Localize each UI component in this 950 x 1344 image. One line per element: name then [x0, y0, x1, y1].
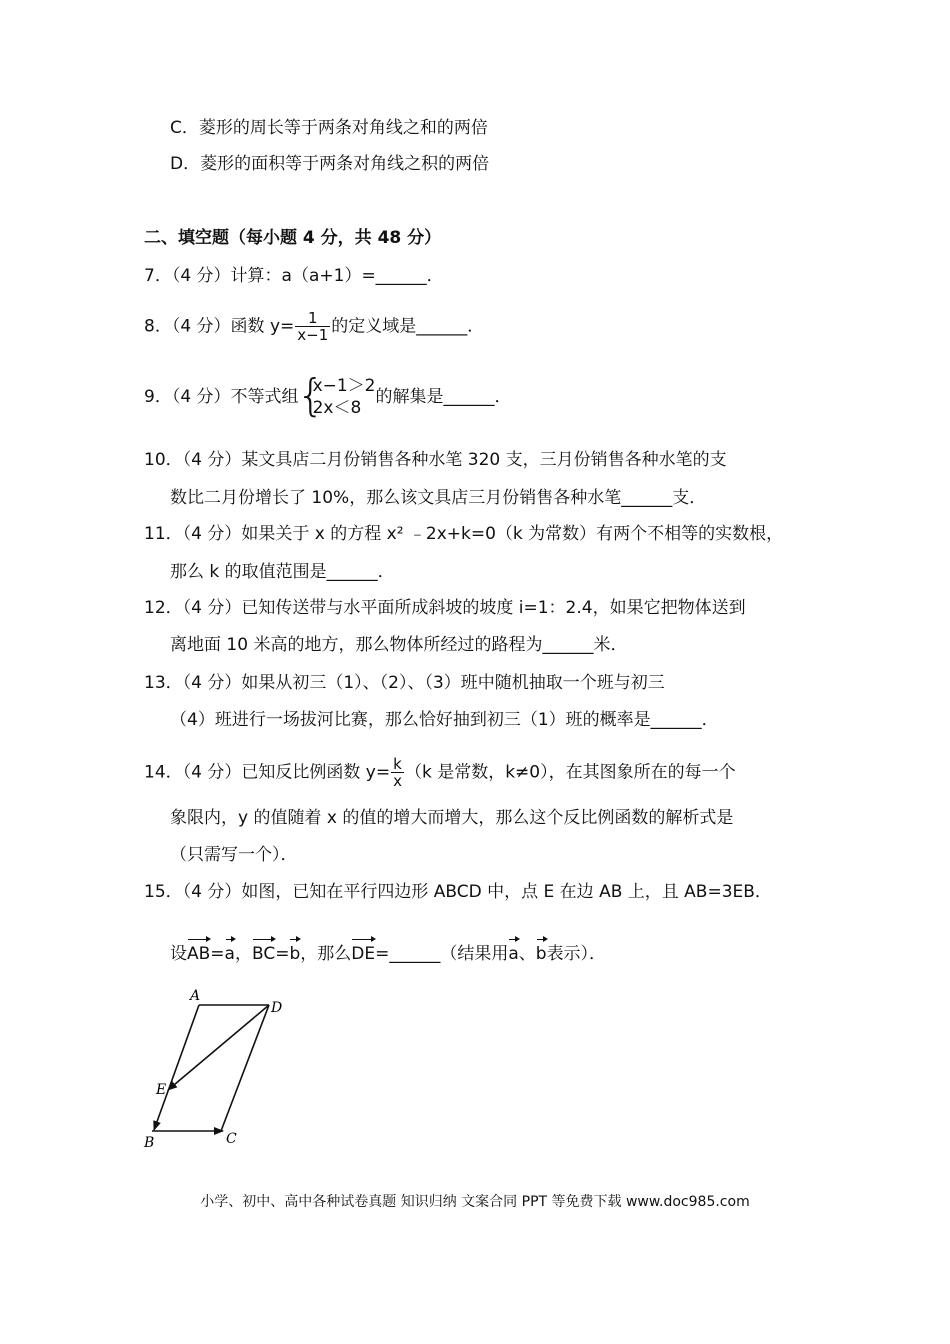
question-15-line-1: [144, 880, 772, 904]
fraction-denominator: x: [393, 772, 402, 790]
question-number: 14．: [144, 762, 183, 783]
question-number: 9．: [144, 387, 172, 407]
question-text-post: （k 是常数，k≠0），在其图象所在的每一个: [404, 762, 736, 783]
question-text: （4 分）如图，已知在平行四边形 ABCD 中，点 E 在边 AB 上，且 AB=3EB．: [182, 882, 772, 902]
question-14-line-2: 象限内，y 的值随着 x 的值的增大而增大，那么这个反比例函数的解析式是: [170, 808, 734, 828]
text: 设: [170, 944, 187, 964]
question-text-post: 的解集是______．: [375, 387, 512, 407]
vector-a: a: [508, 944, 519, 964]
label-c: C: [226, 1131, 237, 1147]
edge-ab: [154, 1005, 199, 1130]
question-14-line-1: [144, 756, 736, 789]
parallelogram-figure: [138, 982, 298, 1152]
question-text-pre: （4 分）不等式组: [171, 387, 299, 407]
question-text: （4 分）已知传送带与水平面所成斜坡的坡度 i=1：2.4，如果它把物体送到: [182, 598, 746, 618]
question-12-line-1: [144, 596, 746, 620]
question-text: （4 分）如果关于 x 的方程 x² ﹣2x+k=0（k 为常数）有两个不相等的实数根，: [182, 524, 784, 544]
label-d: D: [271, 1000, 283, 1016]
inequality-1: x−1＞2: [312, 376, 376, 396]
question-13-line-1: [144, 671, 665, 695]
question-15-line-2: [170, 942, 606, 966]
question-text: （4 分）计算：a（a+1）=______．: [171, 266, 444, 286]
fraction-numerator: 1: [295, 310, 330, 327]
text: 表示）．: [546, 944, 607, 964]
question-7: [144, 264, 444, 288]
fraction-denominator: x−1: [297, 326, 329, 344]
question-text-pre: （4 分）已知反比例函数 y=: [182, 762, 391, 783]
label-e: E: [156, 1082, 167, 1098]
question-number: 8．: [144, 316, 172, 337]
option-c: C．菱形的周长等于两条对角线之和的两倍: [170, 118, 488, 138]
page-footer: 小学、初中、高中各种试卷真题 知识归纳 文案合同 PPT 等免费下载 www.doc985.com: [200, 1194, 750, 1210]
inequality-2: 2x＜8: [312, 398, 362, 418]
edge-dc: [221, 1005, 269, 1131]
label-b: B: [144, 1135, 155, 1151]
label-a: A: [190, 988, 201, 1004]
text: ，那么: [300, 944, 352, 964]
fraction-numerator: k: [391, 756, 404, 773]
text: =: [275, 944, 290, 964]
inequality-system: [296, 370, 376, 421]
brace-symbol: {: [296, 370, 325, 421]
vector-b: b: [535, 944, 547, 964]
question-number: 7．: [144, 266, 172, 286]
question-12-line-2: 离地面 10 米高的地方，那么物体所经过的路程为______米．: [170, 635, 628, 655]
question-13-line-2: （4）班进行一场拔河比赛，那么恰好抽到初三（1）班的概率是______．: [170, 710, 719, 730]
section-title: 二、填空题（每小题 4 分，共 48 分）: [144, 228, 442, 248]
option-d: D．菱形的面积等于两条对角线之积的两倍: [170, 154, 490, 174]
vector-ab: AB: [187, 944, 211, 964]
question-number: 11．: [144, 524, 183, 544]
answer-blank: =______（结果用: [375, 944, 509, 964]
question-text-post: 的定义域是______．: [331, 316, 485, 337]
text: =: [210, 944, 225, 964]
question-number: 15．: [144, 882, 183, 902]
question-text: （4 分）某文具店二月份销售各种水笔 320 支，三月份销售各种水笔的支: [182, 450, 727, 470]
question-14-line-3: （只需写一个）．: [170, 845, 298, 865]
question-8: [144, 310, 484, 343]
question-9: [144, 370, 512, 421]
question-text: （4 分）如果从初三（1）、（2）、（3）班中随机抽取一个班与初三: [182, 673, 665, 693]
vector-b: b: [289, 944, 301, 964]
question-number: 10．: [144, 450, 183, 470]
question-text-pre: （4 分）函数 y=: [171, 316, 295, 337]
question-number: 12．: [144, 598, 183, 618]
fraction: [391, 756, 404, 789]
text: 、: [518, 944, 536, 964]
fraction: [295, 310, 330, 343]
vector-de: DE: [351, 944, 376, 964]
vector-bc: BC: [251, 944, 276, 964]
vector-a: a: [224, 944, 235, 964]
question-10-line-1: [144, 448, 727, 472]
question-number: 13．: [144, 673, 183, 693]
text: ，: [234, 944, 252, 964]
question-10-line-2: 数比二月份增长了 10%，那么该文具店三月份销售各种水笔______支．: [170, 488, 707, 508]
question-11-line-2: 那么 k 的取值范围是______．: [170, 562, 395, 582]
question-11-line-1: [144, 522, 783, 546]
